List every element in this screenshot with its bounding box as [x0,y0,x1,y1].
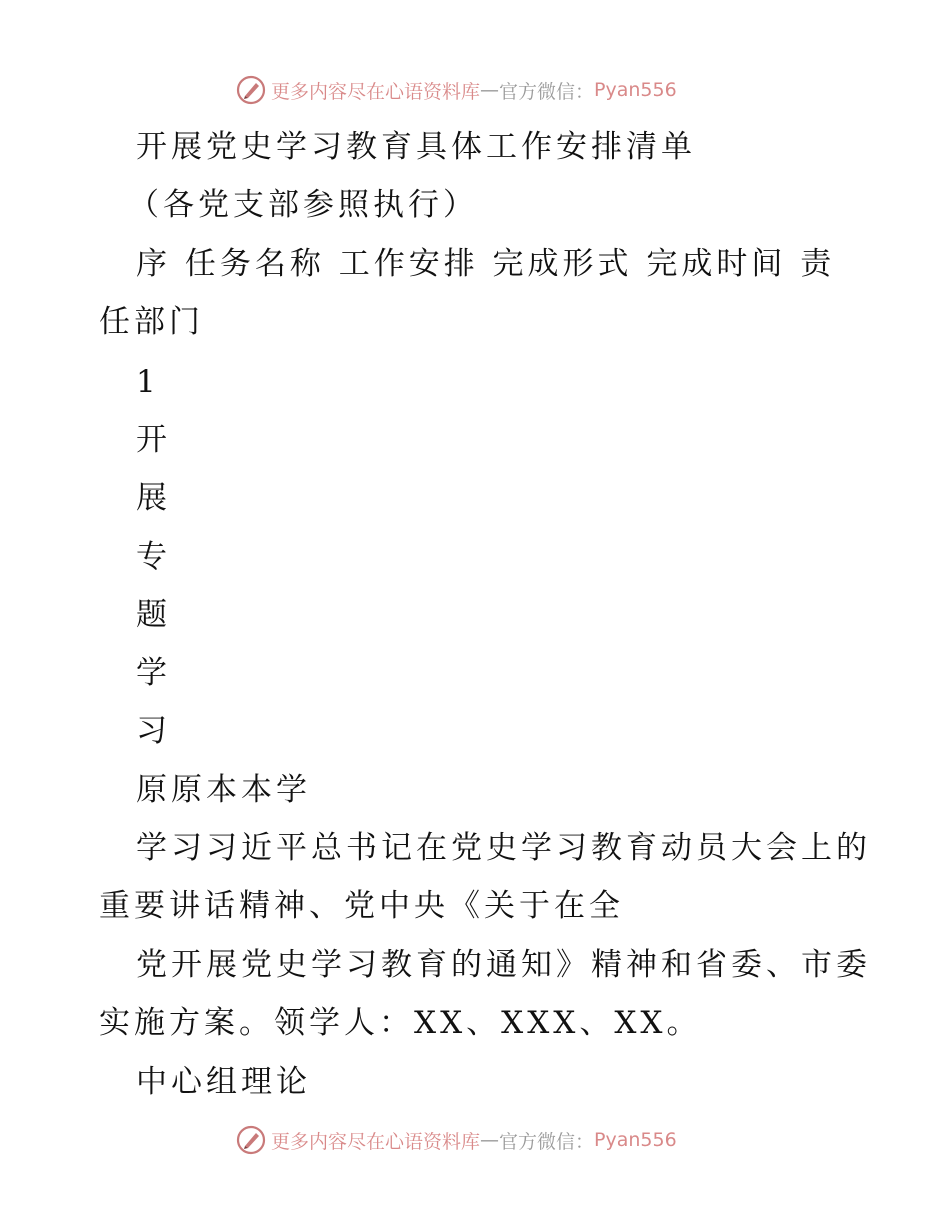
task-char: 学 [136,655,171,691]
watermark-top [235,72,677,108]
task-char: 专 [136,539,171,575]
task-char: 题 [136,597,171,633]
paragraph-2-line-1: 党开展党史学习教育的通知》精神和省委、市委 [136,947,871,983]
watermark-wechat-id: Pyan556 [594,79,677,101]
watermark-wechat-label: 官方微信： [499,80,595,103]
pen-circle-logo-icon [235,1124,267,1156]
watermark-prefix: 更多内容尽在心语资料库 [271,1130,481,1153]
paragraph-2-line-2: 实施方案。领学人：XX、XXX、XX。 [99,1005,702,1041]
pen-circle-logo-icon [235,74,267,106]
paragraph-1-line-2: 重要讲话精神、党中央《关于在全 [99,888,624,924]
task-char: 开 [136,422,171,458]
watermark-wechat-id: Pyan556 [594,1129,677,1151]
document-subtitle: （各党支部参照执行） [128,187,478,223]
row-number: 1 [136,364,160,400]
table-header-line-1: 序 任务名称 工作安排 完成形式 完成时间 责 [136,246,836,282]
last-label: 中心组理论 [136,1064,311,1100]
form-label: 原原本本学 [136,772,311,808]
document-title: 开展党史学习教育具体工作安排清单 [136,129,696,165]
watermark-bottom [235,1122,677,1158]
task-char: 展 [136,480,171,516]
watermark-prefix: 更多内容尽在心语资料库 [271,80,481,103]
watermark-wechat-label: 官方微信： [499,1130,595,1153]
watermark-dash: — [480,1129,500,1151]
task-char: 习 [136,713,171,749]
table-header-line-2: 任部门 [99,304,204,340]
paragraph-1-line-1: 学习习近平总书记在党史学习教育动员大会上的 [136,830,871,866]
watermark-dash: — [480,79,500,101]
